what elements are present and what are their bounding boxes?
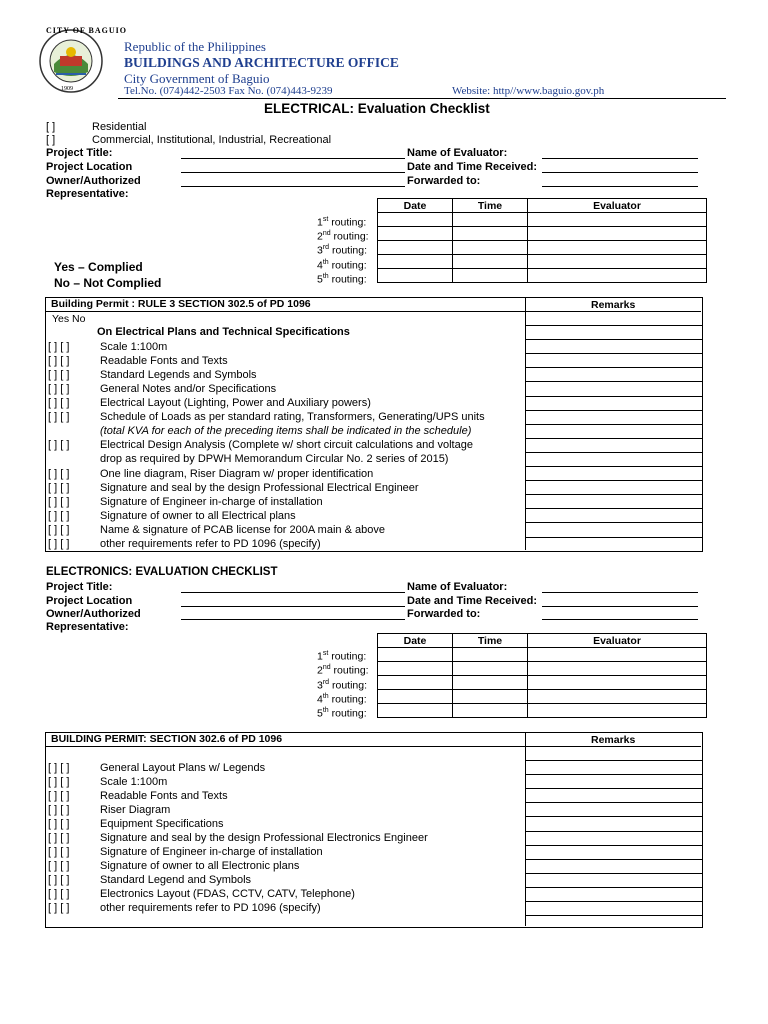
routing-cell[interactable] (528, 227, 707, 241)
routing-cell[interactable] (453, 662, 528, 676)
routing-header-evaluator: Evaluator (528, 199, 707, 213)
seal-year: 1909 (61, 86, 73, 92)
checklist-note: (total KVA for each of the preceding items shall be indicated in the schedule) (100, 425, 472, 437)
checklist-item[interactable]: [ ] [ ] Riser Diagram (48, 804, 171, 816)
checklist-item[interactable]: [ ] [ ] Electrical Layout (Lighting, Power and Auxiliary powers) (48, 397, 371, 409)
checklist-item[interactable]: [ ] [ ] Electrical Design Analysis (Complete w/ short circuit calculations and voltage (48, 439, 473, 451)
remarks-line[interactable] (525, 466, 702, 467)
checklist-item[interactable]: [ ] [ ] Electronics Layout (FDAS, CCTV, CATV, Telephone) (48, 888, 355, 900)
routing-cell[interactable] (528, 676, 707, 690)
header-contact: Tel.No. (074)442-2503 Fax No. (074)443-9239 (124, 85, 333, 97)
checklist-item[interactable]: [ ] [ ] General Notes and/or Specifications (48, 383, 277, 395)
field-date-received: Date and Time Received: (407, 595, 538, 607)
field-representative: Representative: (46, 621, 129, 633)
checklist-item[interactable]: [ ] [ ] Schedule of Loads as per standard rating, Transformers, Generating/UPS units (48, 411, 485, 423)
remarks-line[interactable] (525, 452, 702, 453)
routing-cell[interactable] (378, 241, 453, 255)
checklist-item[interactable]: [ ] [ ] Readable Fonts and Texts (48, 790, 228, 802)
remarks-line[interactable] (525, 325, 702, 326)
remarks-line[interactable] (525, 381, 702, 382)
blank-project-title[interactable] (181, 158, 405, 159)
electrical-permit-header: Building Permit : RULE 3 SECTION 302.5 of PD 1096 (51, 298, 311, 310)
checkbox-pair[interactable]: [ ] [ ] (48, 496, 70, 508)
checkbox-pair[interactable]: [ ] [ ] (48, 888, 70, 900)
field-date-received: Date and Time Received: (407, 161, 538, 173)
field-project-title: Project Title: (46, 581, 113, 593)
checklist-item[interactable]: [ ] [ ] Signature and seal by the design Professional Electronics Engineer (48, 832, 428, 844)
category-residential-label: Residential (92, 121, 147, 133)
checkbox-pair[interactable]: [ ] [ ] (48, 355, 70, 367)
remarks-line[interactable] (525, 859, 702, 860)
blank-owner[interactable] (181, 186, 405, 187)
routing-cell[interactable] (528, 269, 707, 283)
field-owner: Owner/Authorized (46, 608, 141, 620)
blank-forwarded[interactable] (542, 186, 698, 187)
field-representative: Representative: (46, 188, 129, 200)
routing-label-4: 4th routing: (317, 693, 367, 706)
field-forwarded: Forwarded to: (407, 608, 481, 620)
routing-cell[interactable] (528, 241, 707, 255)
routing-cell[interactable] (453, 213, 528, 227)
checklist-item[interactable]: [ ] [ ] Name & signature of PCAB license for 200A main & above (48, 524, 385, 536)
remarks-line[interactable] (525, 480, 702, 481)
checkbox-pair[interactable]: [ ] [ ] (48, 832, 70, 844)
routing-table-electrical (377, 198, 707, 283)
checkbox-pair[interactable]: [ ] [ ] (48, 762, 70, 774)
remarks-line[interactable] (525, 774, 702, 775)
routing-cell[interactable] (453, 690, 528, 704)
routing-cell[interactable] (378, 704, 453, 718)
routing-cell[interactable] (453, 241, 528, 255)
remarks-line[interactable] (525, 410, 702, 411)
electrical-remarks-header: Remarks (591, 299, 636, 311)
routing-cell[interactable] (453, 227, 528, 241)
electronics-header-divider (45, 746, 701, 747)
electrical-header-divider (45, 311, 701, 312)
routing-label-2: 2nd routing: (317, 664, 369, 677)
seal-label: CITY OF BAGUIO (46, 26, 127, 35)
routing-label-5: 5th routing: (317, 707, 367, 720)
routing-cell[interactable] (528, 213, 707, 227)
remarks-line[interactable] (525, 887, 702, 888)
electrical-subheading: On Electrical Plans and Technical Specifications (97, 326, 350, 338)
routing-cell[interactable] (528, 648, 707, 662)
field-evaluator: Name of Evaluator: (407, 581, 508, 593)
routing-label-3: 3rd routing: (317, 679, 368, 692)
checklist-item[interactable]: [ ] [ ] other requirements refer to PD 1096 (specify) (48, 902, 321, 914)
routing-cell[interactable] (453, 676, 528, 690)
remarks-line[interactable] (525, 816, 702, 817)
routing-label-3: 3rd routing: (317, 244, 368, 257)
checkbox-pair[interactable]: [ ] [ ] (48, 524, 70, 536)
electronics-permit-header: BUILDING PERMIT: SECTION 302.6 of PD 1096 (51, 733, 283, 745)
checklist-item[interactable]: [ ] [ ] Signature of owner to all Electrical plans (48, 510, 296, 522)
routing-label-5: 5th routing: (317, 273, 367, 286)
routing-label-1: 1st routing: (317, 216, 367, 229)
remarks-line[interactable] (525, 915, 702, 916)
routing-label-1: 1st routing: (317, 650, 367, 663)
routing-cell[interactable] (378, 213, 453, 227)
routing-header-evaluator: Evaluator (528, 634, 707, 648)
blank-project-location[interactable] (181, 172, 405, 173)
checkbox-pair[interactable]: [ ] [ ] (48, 510, 70, 522)
checklist-item[interactable]: [ ] [ ] One line diagram, Riser Diagram w/ proper identification (48, 468, 374, 480)
remarks-line[interactable] (525, 438, 702, 439)
blank-owner[interactable] (181, 619, 405, 620)
city-seal (38, 28, 104, 94)
remarks-line[interactable] (525, 831, 702, 832)
field-project-location: Project Location (46, 161, 133, 173)
checkbox-pair[interactable]: [ ] [ ] (48, 874, 70, 886)
routing-cell[interactable] (528, 690, 707, 704)
remarks-line[interactable] (525, 367, 702, 368)
checklist-item[interactable]: [ ] [ ] Signature of Engineer in-charge of installation (48, 846, 323, 858)
legend-no: No – Not Complied (54, 276, 162, 290)
checkbox-pair[interactable]: [ ] [ ] (48, 860, 70, 872)
checklist-item[interactable]: [ ] [ ] other requirements refer to PD 1096 (specify) (48, 538, 321, 550)
checkbox-pair[interactable]: [ ] [ ] (48, 902, 70, 914)
header-city: City Government of Baguio (124, 71, 270, 86)
electronics-remarks-header: Remarks (591, 734, 636, 746)
blank-evaluator[interactable] (542, 158, 698, 159)
routing-cell[interactable] (453, 704, 528, 718)
field-evaluator: Name of Evaluator: (407, 147, 508, 159)
checklist-item[interactable]: [ ] [ ] Signature of Engineer in-charge of installation (48, 496, 323, 508)
routing-cell[interactable] (453, 269, 528, 283)
blank-date-received[interactable] (542, 606, 698, 607)
checkbox-pair[interactable]: [ ] [ ] (48, 341, 70, 353)
checkbox-pair[interactable]: [ ] [ ] (48, 439, 70, 451)
field-project-location: Project Location (46, 595, 133, 607)
legend-yes: Yes – Complied (54, 260, 143, 274)
remarks-line[interactable] (525, 522, 702, 523)
category-commercial-box[interactable]: [ ] (46, 134, 56, 146)
checkbox-pair[interactable]: [ ] [ ] (48, 804, 70, 816)
remarks-line[interactable] (525, 802, 702, 803)
remarks-line[interactable] (525, 396, 702, 397)
category-residential-box[interactable]: [ ] (46, 121, 56, 133)
remarks-line[interactable] (525, 845, 702, 846)
electrical-title: ELECTRICAL: Evaluation Checklist (264, 101, 490, 116)
checkbox-pair[interactable]: [ ] [ ] (48, 818, 70, 830)
routing-table-electronics (377, 633, 707, 718)
checklist-item[interactable]: [ ] [ ] Standard Legend and Symbols (48, 874, 252, 886)
blank-forwarded[interactable] (542, 619, 698, 620)
checkbox-pair[interactable]: [ ] [ ] (48, 397, 70, 409)
checkbox-pair[interactable]: [ ] [ ] (48, 482, 70, 494)
field-project-title: Project Title: (46, 147, 113, 159)
routing-cell[interactable] (378, 676, 453, 690)
remarks-line[interactable] (525, 760, 702, 761)
remarks-line[interactable] (525, 494, 702, 495)
remarks-line[interactable] (525, 339, 702, 340)
remarks-line[interactable] (525, 508, 702, 509)
routing-header-time: Time (453, 199, 528, 213)
routing-cell[interactable] (378, 255, 453, 269)
checklist-item[interactable]: [ ] [ ] Signature and seal by the design Professional Electrical Engineer (48, 482, 419, 494)
routing-cell[interactable] (528, 255, 707, 269)
checklist-item[interactable]: [ ] [ ] Scale 1:100m (48, 776, 168, 788)
header-rule (118, 98, 726, 99)
electronics-remarks-divider (525, 732, 526, 926)
remarks-line[interactable] (525, 353, 702, 354)
field-owner: Owner/Authorized (46, 175, 141, 187)
yes-no-header: Yes No (52, 313, 86, 325)
blank-date-received[interactable] (542, 172, 698, 173)
routing-cell[interactable] (453, 255, 528, 269)
checklist-item[interactable]: [ ] [ ] Scale 1:100m (48, 341, 168, 353)
routing-cell[interactable] (378, 227, 453, 241)
checkbox-pair[interactable]: [ ] [ ] (48, 411, 70, 423)
blank-evaluator[interactable] (542, 592, 698, 593)
checkbox-pair[interactable]: [ ] [ ] (48, 846, 70, 858)
checklist-item[interactable]: [ ] [ ] Signature of owner to all Electronic plans (48, 860, 300, 872)
header-website: Website: http//www.baguio.gov.ph (452, 85, 605, 97)
remarks-line[interactable] (525, 424, 702, 425)
checkbox-pair[interactable]: [ ] [ ] (48, 383, 70, 395)
header-republic: Republic of the Philippines (124, 39, 266, 54)
routing-cell[interactable] (378, 662, 453, 676)
checkbox-pair[interactable]: [ ] [ ] (48, 468, 70, 480)
checklist-item[interactable]: [ ] [ ] Readable Fonts and Texts (48, 355, 228, 367)
routing-header-date: Date (378, 634, 453, 648)
checkbox-pair[interactable]: [ ] [ ] (48, 369, 70, 381)
routing-cell[interactable] (528, 662, 707, 676)
routing-label-4: 4th routing: (317, 259, 367, 272)
blank-project-title[interactable] (181, 592, 405, 593)
routing-cell[interactable] (378, 269, 453, 283)
checklist-item[interactable]: [ ] [ ] Standard Legends and Symbols (48, 369, 257, 381)
checkbox-pair[interactable]: [ ] [ ] (48, 776, 70, 788)
routing-cell[interactable] (378, 648, 453, 662)
remarks-line[interactable] (525, 873, 702, 874)
checklist-item[interactable]: [ ] [ ] Equipment Specifications (48, 818, 224, 830)
category-commercial-label: Commercial, Institutional, Industrial, Recreational (92, 134, 332, 146)
electronics-title: ELECTRONICS: EVALUATION CHECKLIST (46, 566, 278, 578)
checkbox-pair[interactable]: [ ] [ ] (48, 790, 70, 802)
checklist-continuation: drop as required by DPWH Memorandum Circular No. 2 series of 2015) (100, 453, 449, 465)
remarks-line[interactable] (525, 788, 702, 789)
routing-header-date: Date (378, 199, 453, 213)
routing-cell[interactable] (378, 690, 453, 704)
checklist-item[interactable]: [ ] [ ] General Layout Plans w/ Legends (48, 762, 266, 774)
routing-cell[interactable] (453, 648, 528, 662)
routing-header-time: Time (453, 634, 528, 648)
routing-label-2: 2nd routing: (317, 230, 369, 243)
checkbox-pair[interactable]: [ ] [ ] (48, 538, 70, 550)
remarks-line[interactable] (525, 537, 702, 538)
routing-cell[interactable] (528, 704, 707, 718)
field-forwarded: Forwarded to: (407, 175, 481, 187)
header-office: BUILDINGS AND ARCHITECTURE OFFICE (124, 55, 399, 70)
remarks-line[interactable] (525, 901, 702, 902)
blank-project-location[interactable] (181, 606, 405, 607)
